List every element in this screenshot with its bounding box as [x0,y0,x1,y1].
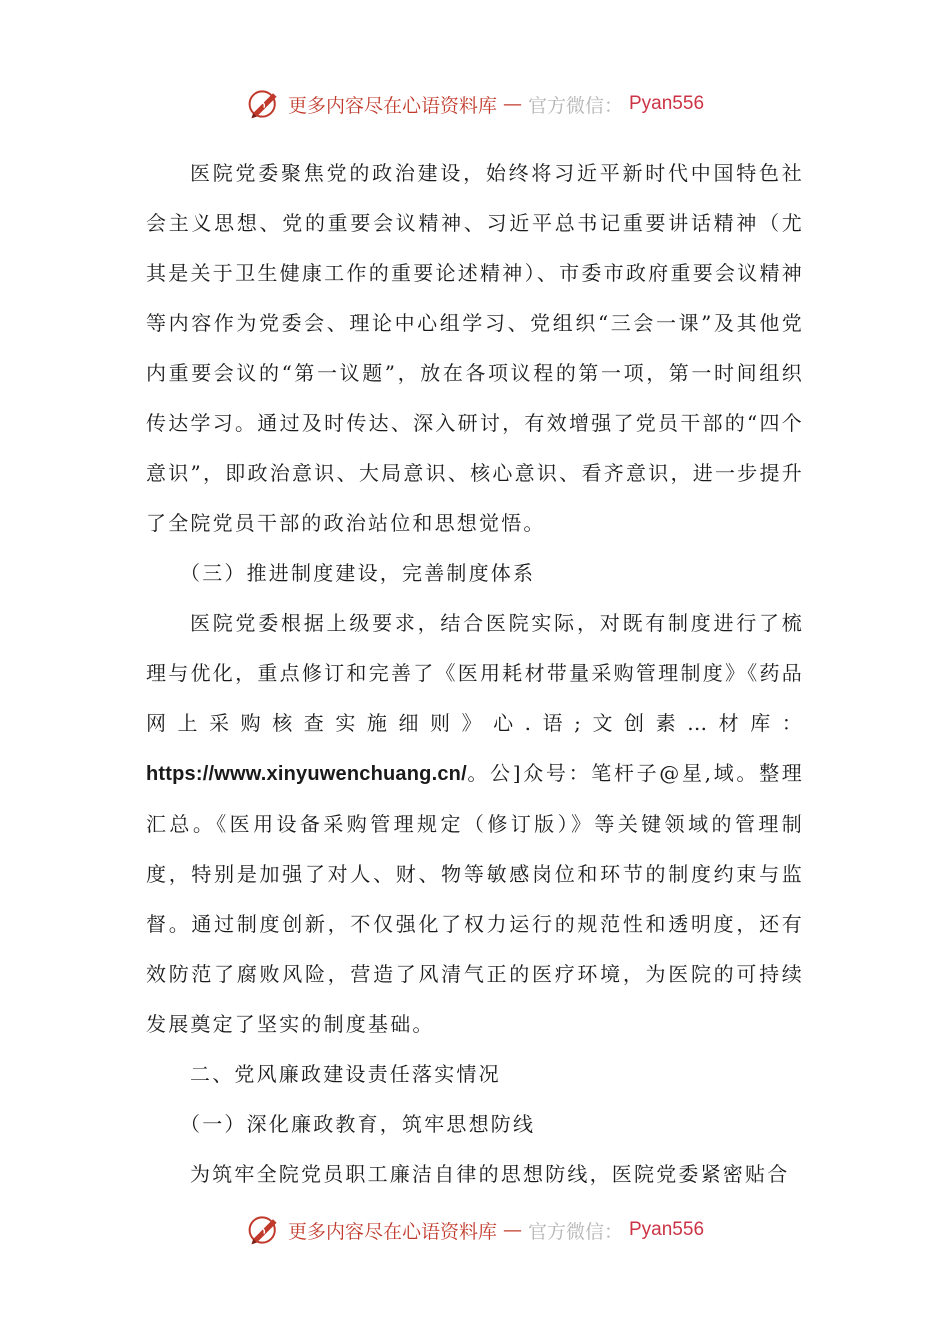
paragraph-political-building: 医院党委聚焦党的政治建设，始终将习近平新时代中国特色社会主义思想、党的重要会议精神、习近平总书记重要讲话精神（尤其是关于卫生健康工作的重要论述精神）、市委市政府重要会议精神等内容作为党委会、理论中心组学习、党组织“三会一课”及其他党内重要会议的“第一议题”，放在各项议程的第一项，第一时间组织传达学习。通过及时传达、深入研讨，有效增强了党员干部的“四个意识”，即政治意识、大局意识、核心意识、看齐意识，进一步提升了全院党员干部的政治站位和思想觉悟。 [146,161,804,535]
banner-account: Pyan556 [629,1219,705,1240]
banner-account: Pyan556 [629,93,705,114]
footer-watermark-banner [0,1210,950,1250]
banner-dash: — [502,1219,522,1241]
document-body [146,148,804,1199]
banner-label: 官方微信： [527,94,623,117]
website-url: https://www.xinyuwenchuang.cn/ [146,763,467,785]
banner-title: 更多内容尽在心语资料库 [287,94,497,117]
banner-label: 官方微信： [527,1220,623,1243]
paragraph-system-building [146,598,804,1049]
header-watermark-banner [0,84,950,124]
section-heading-integrity-education: （一）深化廉政教育，筑牢思想防线 [180,1112,536,1136]
paragraph-integrity-education: 为筑牢全院党员职工廉洁自律的思想防线，医院党委紧密贴合 [190,1162,790,1186]
pen-circle-logo-icon [246,86,282,122]
pen-circle-logo-icon [246,1212,282,1248]
paragraph-system-building-part-a: 医院党委根据上级要求，结合医院实际，对既有制度进行了梳理与优化，重点修订和完善了《医用耗材带量采购管理制度》《药品网上采购核查实施细则》心.语;文创素…材库： [146,611,804,735]
banner-title: 更多内容尽在心语资料库 [287,1220,497,1243]
banner-dash: — [502,93,522,115]
section-heading-responsibility: 二、党风廉政建设责任落实情况 [190,1062,501,1086]
section-heading-system-building: （三）推进制度建设，完善制度体系 [180,561,536,585]
paragraph-system-building-part-b: 。公]众号：笔杆子@星,域。整理汇总。《医用设备采购管理规定（修订版）》等关键领域的管理制度，特别是加强了对人、财、物等敏感岗位和环节的制度约束与监督。通过制度创新，不仅强化了权力运行的规范性和透明度，还有效防范了腐败风险，营造了风清气正的医疗环境，为医院的可持续发展奠定了坚实的制度基础。 [146,761,804,1036]
